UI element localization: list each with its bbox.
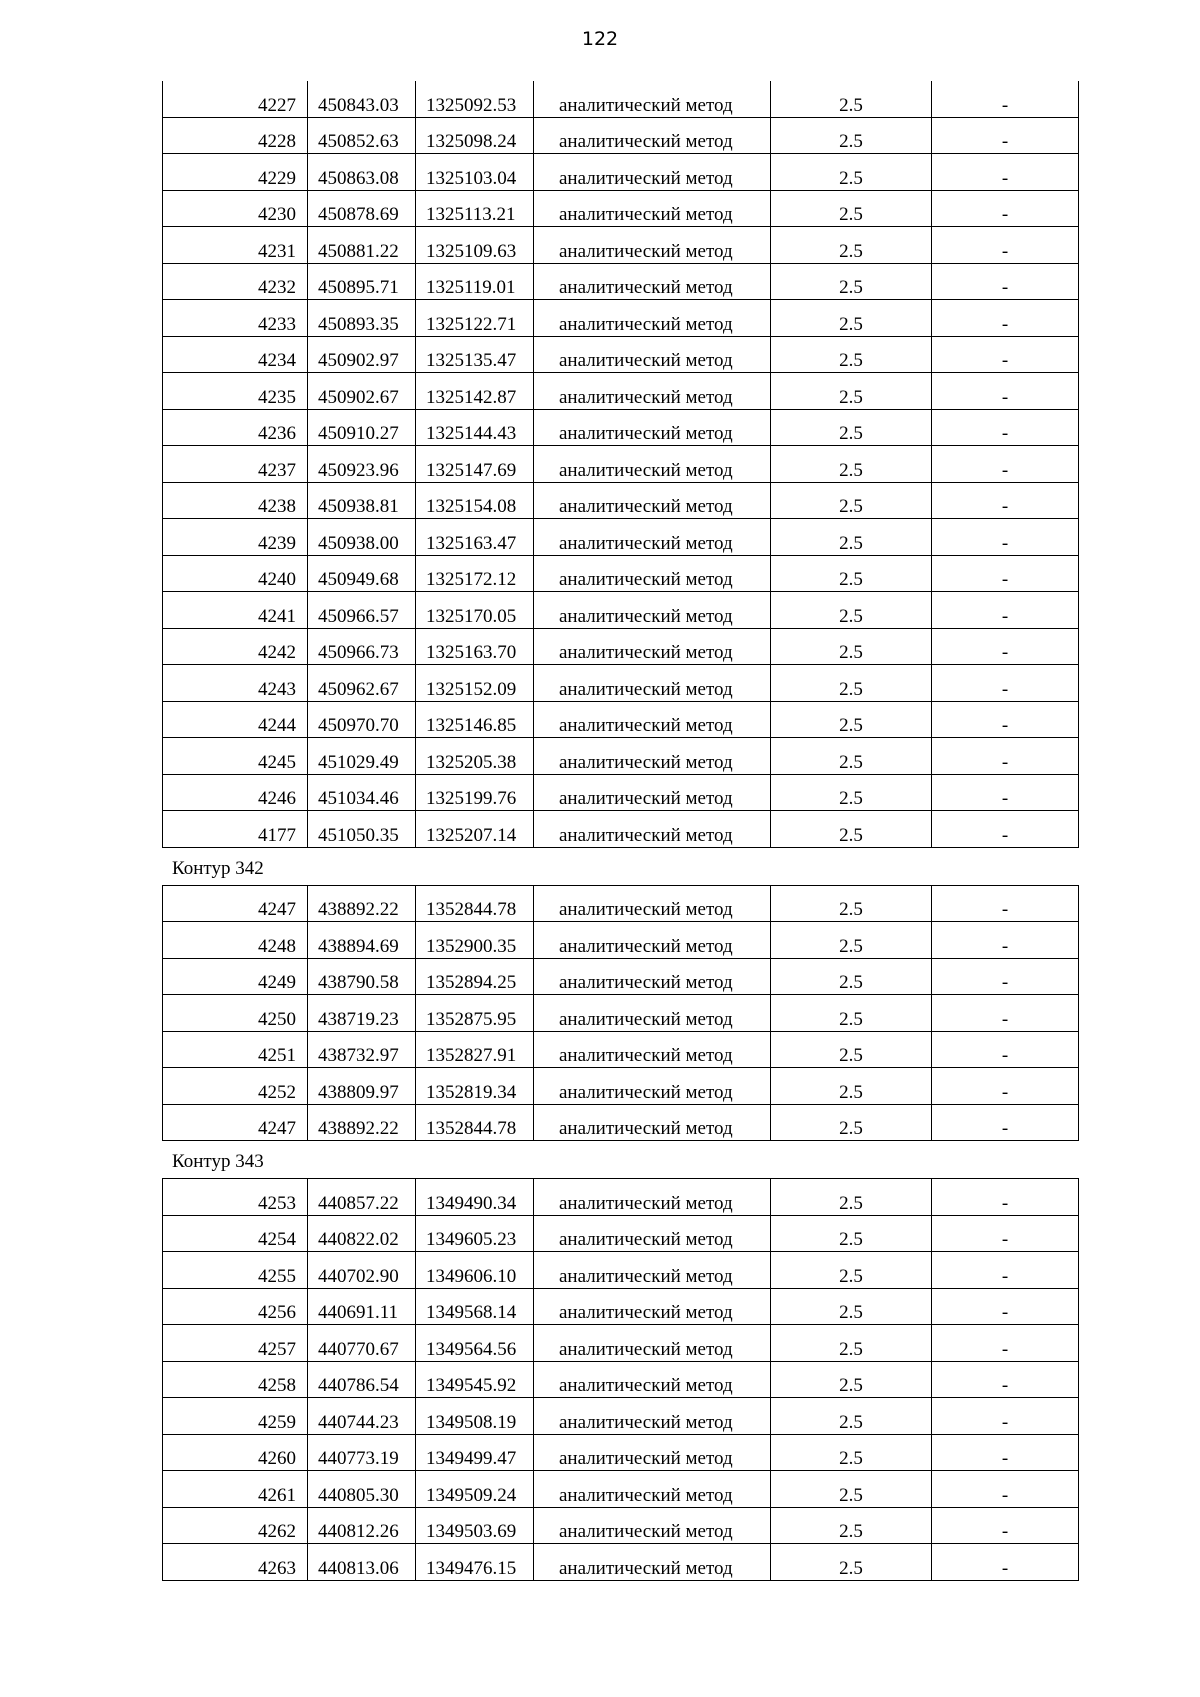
note-cell: - <box>932 300 1079 337</box>
accuracy-cell: 2.5 <box>771 592 932 629</box>
x-coordinate-cell: 450895.71 <box>308 263 416 300</box>
y-coordinate-cell: 1325122.71 <box>416 300 534 337</box>
note-cell: - <box>932 482 1079 519</box>
method-cell: аналитический метод <box>534 1179 771 1216</box>
table-row <box>163 1325 1079 1362</box>
x-coordinate-cell: 440702.90 <box>308 1252 416 1289</box>
x-coordinate-cell: 450902.67 <box>308 373 416 410</box>
point-number-cell: 4248 <box>163 922 308 959</box>
x-coordinate-cell: 440770.67 <box>308 1325 416 1362</box>
note-cell: - <box>932 628 1079 665</box>
contour-342-label: Контур 342 <box>172 857 264 879</box>
method-cell: аналитический метод <box>534 1325 771 1362</box>
x-coordinate-cell: 450966.73 <box>308 628 416 665</box>
point-number-cell: 4259 <box>163 1398 308 1435</box>
note-cell: - <box>932 336 1079 373</box>
table-row <box>163 227 1079 264</box>
point-number-cell: 4262 <box>163 1507 308 1544</box>
x-coordinate-cell: 438732.97 <box>308 1031 416 1068</box>
accuracy-cell: 2.5 <box>771 628 932 665</box>
table-row <box>163 1104 1079 1141</box>
accuracy-cell: 2.5 <box>771 263 932 300</box>
accuracy-cell: 2.5 <box>771 373 932 410</box>
coordinates-table-continuation <box>162 81 1079 848</box>
point-number-cell: 4260 <box>163 1434 308 1471</box>
y-coordinate-cell: 1325207.14 <box>416 811 534 848</box>
method-cell: аналитический метод <box>534 592 771 629</box>
y-coordinate-cell: 1325170.05 <box>416 592 534 629</box>
point-number-cell: 4232 <box>163 263 308 300</box>
accuracy-cell: 2.5 <box>771 958 932 995</box>
note-cell: - <box>932 1031 1079 1068</box>
point-number-cell: 4249 <box>163 958 308 995</box>
x-coordinate-cell: 451029.49 <box>308 738 416 775</box>
x-coordinate-cell: 440773.19 <box>308 1434 416 1471</box>
point-number-cell: 4235 <box>163 373 308 410</box>
method-cell: аналитический метод <box>534 1252 771 1289</box>
table-row <box>163 885 1079 922</box>
point-number-cell: 4227 <box>163 81 308 117</box>
method-cell: аналитический метод <box>534 446 771 483</box>
y-coordinate-cell: 1352819.34 <box>416 1068 534 1105</box>
y-coordinate-cell: 1325098.24 <box>416 117 534 154</box>
accuracy-cell: 2.5 <box>771 555 932 592</box>
note-cell: - <box>932 1252 1079 1289</box>
x-coordinate-cell: 440857.22 <box>308 1179 416 1216</box>
table-row <box>163 774 1079 811</box>
point-number-cell: 4256 <box>163 1288 308 1325</box>
y-coordinate-cell: 1349509.24 <box>416 1471 534 1508</box>
accuracy-cell: 2.5 <box>771 1179 932 1216</box>
method-cell: аналитический метод <box>534 190 771 227</box>
method-cell: аналитический метод <box>534 1288 771 1325</box>
y-coordinate-cell: 1352844.78 <box>416 1104 534 1141</box>
table-row <box>163 1507 1079 1544</box>
point-number-cell: 4242 <box>163 628 308 665</box>
accuracy-cell: 2.5 <box>771 482 932 519</box>
table-row <box>163 446 1079 483</box>
table-row <box>163 1361 1079 1398</box>
y-coordinate-cell: 1325103.04 <box>416 154 534 191</box>
table-row <box>163 958 1079 995</box>
x-coordinate-cell: 440812.26 <box>308 1507 416 1544</box>
point-number-cell: 4245 <box>163 738 308 775</box>
method-cell: аналитический метод <box>534 1507 771 1544</box>
note-cell: - <box>932 555 1079 592</box>
point-number-cell: 4254 <box>163 1215 308 1252</box>
table-row <box>163 1471 1079 1508</box>
y-coordinate-cell: 1349499.47 <box>416 1434 534 1471</box>
point-number-cell: 4231 <box>163 227 308 264</box>
x-coordinate-cell: 450938.81 <box>308 482 416 519</box>
method-cell: аналитический метод <box>534 117 771 154</box>
table-row <box>163 409 1079 446</box>
table-row <box>163 628 1079 665</box>
point-number-cell: 4239 <box>163 519 308 556</box>
table-row <box>163 190 1079 227</box>
coordinates-table-contour-343 <box>162 1178 1079 1581</box>
y-coordinate-cell: 1352900.35 <box>416 922 534 959</box>
note-cell: - <box>932 665 1079 702</box>
accuracy-cell: 2.5 <box>771 1471 932 1508</box>
x-coordinate-cell: 440813.06 <box>308 1544 416 1581</box>
table-row <box>163 1179 1079 1216</box>
note-cell: - <box>932 1507 1079 1544</box>
accuracy-cell: 2.5 <box>771 922 932 959</box>
x-coordinate-cell: 438894.69 <box>308 922 416 959</box>
contour-343-label: Контур 343 <box>172 1151 264 1172</box>
accuracy-cell: 2.5 <box>771 1507 932 1544</box>
accuracy-cell: 2.5 <box>771 738 932 775</box>
point-number-cell: 4228 <box>163 117 308 154</box>
method-cell: аналитический метод <box>534 1434 771 1471</box>
point-number-cell: 4263 <box>163 1544 308 1581</box>
method-cell: аналитический метод <box>534 519 771 556</box>
x-coordinate-cell: 438719.23 <box>308 995 416 1032</box>
note-cell: - <box>932 1471 1079 1508</box>
y-coordinate-cell: 1325163.47 <box>416 519 534 556</box>
accuracy-cell: 2.5 <box>771 227 932 264</box>
accuracy-cell: 2.5 <box>771 811 932 848</box>
point-number-cell: 4246 <box>163 774 308 811</box>
y-coordinate-cell: 1349568.14 <box>416 1288 534 1325</box>
note-cell: - <box>932 1398 1079 1435</box>
method-cell: аналитический метод <box>534 885 771 922</box>
note-cell: - <box>932 1325 1079 1362</box>
x-coordinate-cell: 450852.63 <box>308 117 416 154</box>
table-row <box>163 1544 1079 1581</box>
accuracy-cell: 2.5 <box>771 1215 932 1252</box>
note-cell: - <box>932 1434 1079 1471</box>
table-row <box>163 117 1079 154</box>
x-coordinate-cell: 451050.35 <box>308 811 416 848</box>
x-coordinate-cell: 440822.02 <box>308 1215 416 1252</box>
point-number-cell: 4236 <box>163 409 308 446</box>
method-cell: аналитический метод <box>534 1104 771 1141</box>
table-row <box>163 519 1079 556</box>
y-coordinate-cell: 1325147.69 <box>416 446 534 483</box>
note-cell: - <box>932 1361 1079 1398</box>
method-cell: аналитический метод <box>534 1398 771 1435</box>
accuracy-cell: 2.5 <box>771 190 932 227</box>
x-coordinate-cell: 450938.00 <box>308 519 416 556</box>
point-number-cell: 4247 <box>163 1104 308 1141</box>
method-cell: аналитический метод <box>534 958 771 995</box>
note-cell: - <box>932 117 1079 154</box>
accuracy-cell: 2.5 <box>771 701 932 738</box>
accuracy-cell: 2.5 <box>771 774 932 811</box>
method-cell: аналитический метод <box>534 81 771 117</box>
method-cell: аналитический метод <box>534 1544 771 1581</box>
y-coordinate-cell: 1325113.21 <box>416 190 534 227</box>
y-coordinate-cell: 1325146.85 <box>416 701 534 738</box>
method-cell: аналитический метод <box>534 373 771 410</box>
y-coordinate-cell: 1325199.76 <box>416 774 534 811</box>
y-coordinate-cell: 1349605.23 <box>416 1215 534 1252</box>
point-number-cell: 4230 <box>163 190 308 227</box>
x-coordinate-cell: 451034.46 <box>308 774 416 811</box>
y-coordinate-cell: 1325172.12 <box>416 555 534 592</box>
point-number-cell: 4251 <box>163 1031 308 1068</box>
table-row <box>163 738 1079 775</box>
table-row <box>163 1031 1079 1068</box>
accuracy-cell: 2.5 <box>771 1434 932 1471</box>
x-coordinate-cell: 450962.67 <box>308 665 416 702</box>
accuracy-cell: 2.5 <box>771 1544 932 1581</box>
method-cell: аналитический метод <box>534 774 771 811</box>
method-cell: аналитический метод <box>534 1215 771 1252</box>
accuracy-cell: 2.5 <box>771 1398 932 1435</box>
method-cell: аналитический метод <box>534 665 771 702</box>
note-cell: - <box>932 1104 1079 1141</box>
table-row <box>163 1288 1079 1325</box>
y-coordinate-cell: 1349490.34 <box>416 1179 534 1216</box>
y-coordinate-cell: 1349503.69 <box>416 1507 534 1544</box>
method-cell: аналитический метод <box>534 336 771 373</box>
note-cell: - <box>932 811 1079 848</box>
method-cell: аналитический метод <box>534 300 771 337</box>
table-row <box>163 482 1079 519</box>
note-cell: - <box>932 190 1079 227</box>
note-cell: - <box>932 519 1079 556</box>
table-row <box>163 1068 1079 1105</box>
accuracy-cell: 2.5 <box>771 1288 932 1325</box>
y-coordinate-cell: 1349564.56 <box>416 1325 534 1362</box>
x-coordinate-cell: 450970.70 <box>308 701 416 738</box>
table-row <box>163 1398 1079 1435</box>
y-coordinate-cell: 1325135.47 <box>416 336 534 373</box>
x-coordinate-cell: 438790.58 <box>308 958 416 995</box>
note-cell: - <box>932 1288 1079 1325</box>
table-row <box>163 665 1079 702</box>
table-row <box>163 81 1079 117</box>
note-cell: - <box>932 1215 1079 1252</box>
accuracy-cell: 2.5 <box>771 995 932 1032</box>
note-cell: - <box>932 958 1079 995</box>
method-cell: аналитический метод <box>534 482 771 519</box>
method-cell: аналитический метод <box>534 738 771 775</box>
method-cell: аналитический метод <box>534 701 771 738</box>
point-number-cell: 4244 <box>163 701 308 738</box>
table-row <box>163 995 1079 1032</box>
coordinates-document <box>162 81 1078 1581</box>
accuracy-cell: 2.5 <box>771 519 932 556</box>
note-cell: - <box>932 446 1079 483</box>
method-cell: аналитический метод <box>534 995 771 1032</box>
method-cell: аналитический метод <box>534 1031 771 1068</box>
y-coordinate-cell: 1349606.10 <box>416 1252 534 1289</box>
table-row <box>163 1215 1079 1252</box>
y-coordinate-cell: 1349545.92 <box>416 1361 534 1398</box>
note-cell: - <box>932 154 1079 191</box>
x-coordinate-cell: 438892.22 <box>308 885 416 922</box>
note-cell: - <box>932 227 1079 264</box>
note-cell: - <box>932 81 1079 117</box>
point-number-cell: 4252 <box>163 1068 308 1105</box>
note-cell: - <box>932 738 1079 775</box>
y-coordinate-cell: 1325205.38 <box>416 738 534 775</box>
method-cell: аналитический метод <box>534 263 771 300</box>
table-row <box>163 701 1079 738</box>
point-number-cell: 4257 <box>163 1325 308 1362</box>
x-coordinate-cell: 440786.54 <box>308 1361 416 1398</box>
method-cell: аналитический метод <box>534 227 771 264</box>
accuracy-cell: 2.5 <box>771 1104 932 1141</box>
table-row <box>163 263 1079 300</box>
x-coordinate-cell: 450902.97 <box>308 336 416 373</box>
y-coordinate-cell: 1325109.63 <box>416 227 534 264</box>
note-cell: - <box>932 373 1079 410</box>
y-coordinate-cell: 1325119.01 <box>416 263 534 300</box>
x-coordinate-cell: 440691.11 <box>308 1288 416 1325</box>
note-cell: - <box>932 263 1079 300</box>
accuracy-cell: 2.5 <box>771 81 932 117</box>
note-cell: - <box>932 1179 1079 1216</box>
x-coordinate-cell: 450949.68 <box>308 555 416 592</box>
method-cell: аналитический метод <box>534 1471 771 1508</box>
accuracy-cell: 2.5 <box>771 1325 932 1362</box>
table-row <box>163 154 1079 191</box>
table-row <box>163 373 1079 410</box>
table-row <box>163 922 1079 959</box>
method-cell: аналитический метод <box>534 922 771 959</box>
page-number: 122 <box>581 28 619 50</box>
y-coordinate-cell: 1352827.91 <box>416 1031 534 1068</box>
point-number-cell: 4243 <box>163 665 308 702</box>
accuracy-cell: 2.5 <box>771 885 932 922</box>
accuracy-cell: 2.5 <box>771 446 932 483</box>
table-row <box>163 592 1079 629</box>
x-coordinate-cell: 438892.22 <box>308 1104 416 1141</box>
point-number-cell: 4234 <box>163 336 308 373</box>
table-row <box>163 811 1079 848</box>
note-cell: - <box>932 592 1079 629</box>
y-coordinate-cell: 1325144.43 <box>416 409 534 446</box>
accuracy-cell: 2.5 <box>771 154 932 191</box>
method-cell: аналитический метод <box>534 628 771 665</box>
accuracy-cell: 2.5 <box>771 1361 932 1398</box>
y-coordinate-cell: 1325152.09 <box>416 665 534 702</box>
table-row <box>163 555 1079 592</box>
table-row <box>163 300 1079 337</box>
point-number-cell: 4253 <box>163 1179 308 1216</box>
accuracy-cell: 2.5 <box>771 1031 932 1068</box>
table-row <box>163 1252 1079 1289</box>
x-coordinate-cell: 450843.03 <box>308 81 416 117</box>
y-coordinate-cell: 1349476.15 <box>416 1544 534 1581</box>
note-cell: - <box>932 995 1079 1032</box>
point-number-cell: 4237 <box>163 446 308 483</box>
accuracy-cell: 2.5 <box>771 665 932 702</box>
coordinates-table-contour-342 <box>162 885 1079 1142</box>
y-coordinate-cell: 1325154.08 <box>416 482 534 519</box>
y-coordinate-cell: 1352875.95 <box>416 995 534 1032</box>
accuracy-cell: 2.5 <box>771 336 932 373</box>
accuracy-cell: 2.5 <box>771 409 932 446</box>
point-number-cell: 4238 <box>163 482 308 519</box>
point-number-cell: 4177 <box>163 811 308 848</box>
point-number-cell: 4261 <box>163 1471 308 1508</box>
method-cell: аналитический метод <box>534 1361 771 1398</box>
note-cell: - <box>932 701 1079 738</box>
point-number-cell: 4241 <box>163 592 308 629</box>
y-coordinate-cell: 1352844.78 <box>416 885 534 922</box>
accuracy-cell: 2.5 <box>771 1068 932 1105</box>
note-cell: - <box>932 922 1079 959</box>
y-coordinate-cell: 1325142.87 <box>416 373 534 410</box>
x-coordinate-cell: 438809.97 <box>308 1068 416 1105</box>
note-cell: - <box>932 774 1079 811</box>
note-cell: - <box>932 409 1079 446</box>
note-cell: - <box>932 1544 1079 1581</box>
x-coordinate-cell: 440805.30 <box>308 1471 416 1508</box>
note-cell: - <box>932 1068 1079 1105</box>
accuracy-cell: 2.5 <box>771 300 932 337</box>
point-number-cell: 4240 <box>163 555 308 592</box>
method-cell: аналитический метод <box>534 555 771 592</box>
x-coordinate-cell: 450881.22 <box>308 227 416 264</box>
y-coordinate-cell: 1352894.25 <box>416 958 534 995</box>
method-cell: аналитический метод <box>534 154 771 191</box>
accuracy-cell: 2.5 <box>771 1252 932 1289</box>
point-number-cell: 4233 <box>163 300 308 337</box>
note-cell: - <box>932 885 1079 922</box>
table-row <box>163 336 1079 373</box>
x-coordinate-cell: 450923.96 <box>308 446 416 483</box>
y-coordinate-cell: 1325092.53 <box>416 81 534 117</box>
x-coordinate-cell: 450863.08 <box>308 154 416 191</box>
x-coordinate-cell: 450893.35 <box>308 300 416 337</box>
point-number-cell: 4247 <box>163 885 308 922</box>
x-coordinate-cell: 450966.57 <box>308 592 416 629</box>
point-number-cell: 4250 <box>163 995 308 1032</box>
accuracy-cell: 2.5 <box>771 117 932 154</box>
method-cell: аналитический метод <box>534 811 771 848</box>
method-cell: аналитический метод <box>534 409 771 446</box>
point-number-cell: 4258 <box>163 1361 308 1398</box>
point-number-cell: 4255 <box>163 1252 308 1289</box>
method-cell: аналитический метод <box>534 1068 771 1105</box>
x-coordinate-cell: 440744.23 <box>308 1398 416 1435</box>
x-coordinate-cell: 450910.27 <box>308 409 416 446</box>
x-coordinate-cell: 450878.69 <box>308 190 416 227</box>
point-number-cell: 4229 <box>163 154 308 191</box>
table-row <box>163 1434 1079 1471</box>
y-coordinate-cell: 1349508.19 <box>416 1398 534 1435</box>
y-coordinate-cell: 1325163.70 <box>416 628 534 665</box>
